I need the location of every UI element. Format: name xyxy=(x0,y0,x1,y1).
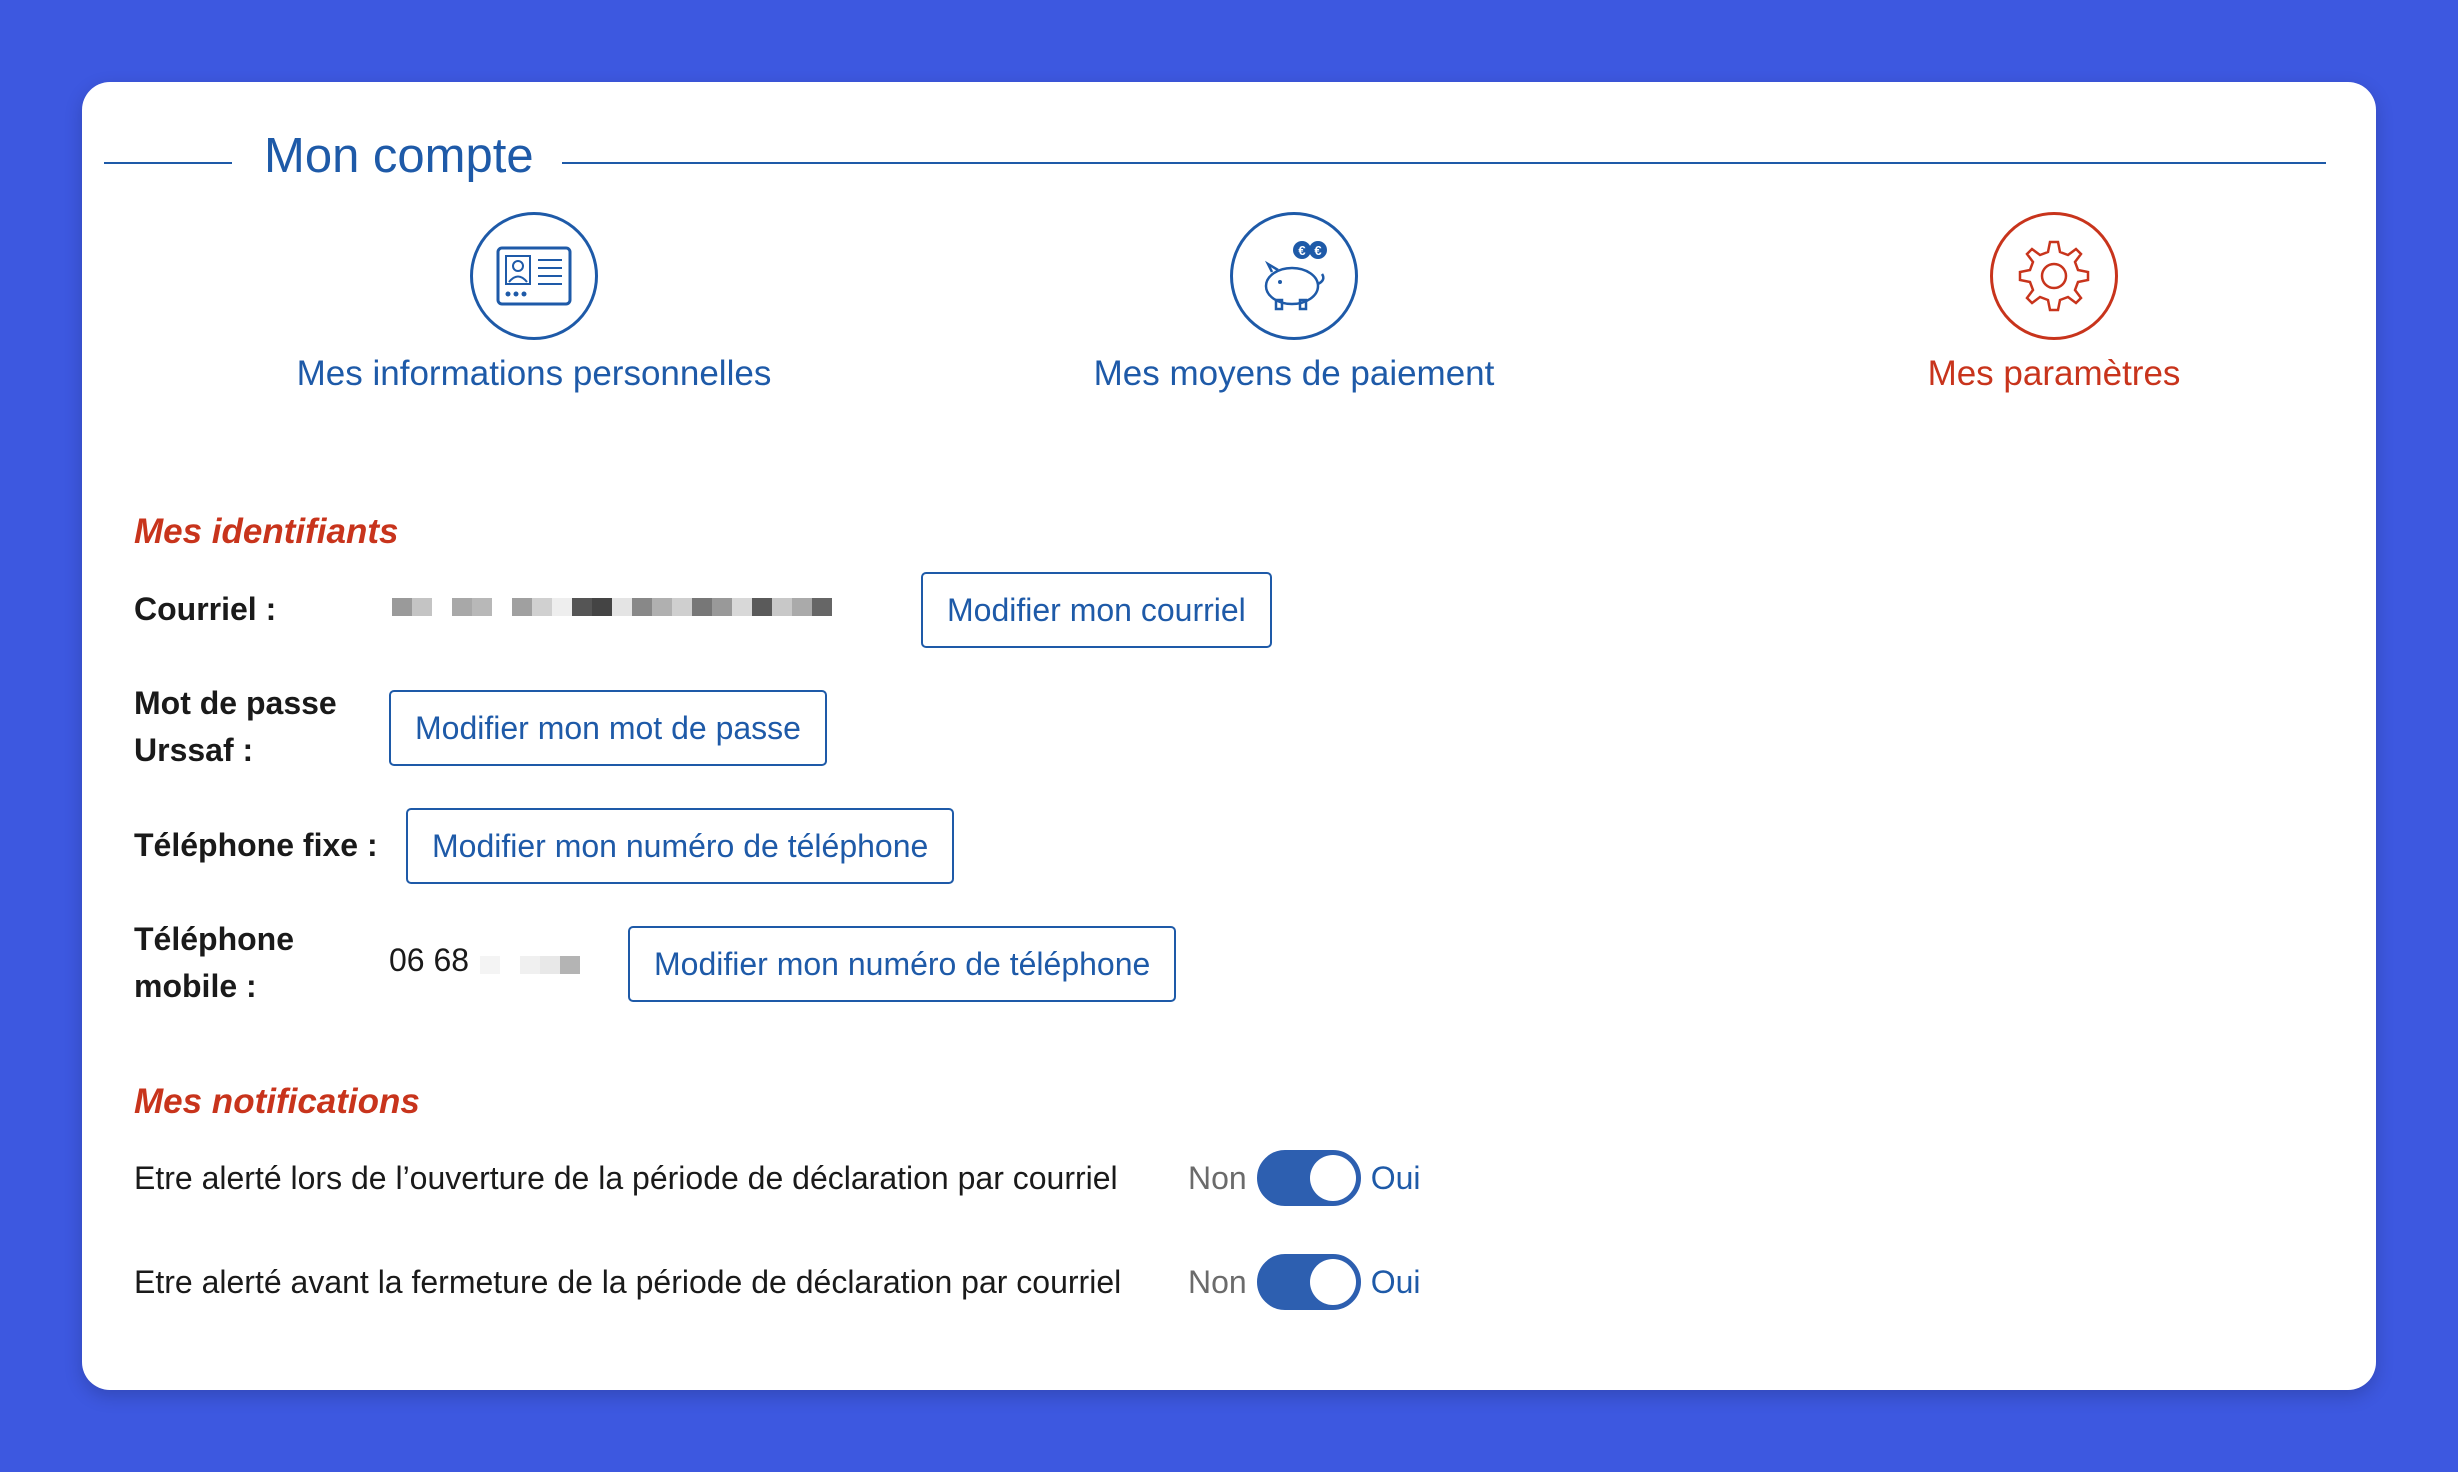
toggle-knob xyxy=(1310,1259,1356,1305)
notification-opening-text: Etre alerté lors de l’ouverture de la période de déclaration par courriel xyxy=(134,1160,1118,1196)
phone-mobile-value: 06 68 xyxy=(389,942,470,978)
nav-payment-methods-circle xyxy=(1230,212,1358,340)
toggle-off-label: Non xyxy=(1188,1263,1247,1300)
title-divider-left xyxy=(104,162,232,164)
toggle-on-label: Oui xyxy=(1370,1159,1421,1196)
nav-settings-circle xyxy=(1990,212,2118,340)
notifications-section-title: Mes notifications xyxy=(134,1082,420,1121)
modify-phone-fixed-button[interactable]: Modifier mon numéro de téléphone xyxy=(406,808,954,884)
toggle-knob xyxy=(1310,1155,1356,1201)
phone-fixed-label: Téléphone fixe : xyxy=(134,827,378,863)
svg-text:€: € xyxy=(1298,243,1306,258)
notification-closing-toggle[interactable] xyxy=(1257,1254,1361,1310)
modify-phone-mobile-button[interactable]: Modifier mon numéro de téléphone xyxy=(628,926,1176,1002)
notification-opening-toggle-group xyxy=(1188,1150,1421,1206)
password-label-line2: Urssaf : xyxy=(134,732,254,768)
nav-settings-label: Mes paramètres xyxy=(1927,354,2181,393)
modify-password-button[interactable]: Modifier mon mot de passe xyxy=(389,690,827,766)
id-card-icon xyxy=(494,244,574,308)
toggle-off-label: Non xyxy=(1188,1159,1247,1196)
phone-mobile-label-line1: Téléphone xyxy=(134,921,295,957)
password-label-line1: Mot de passe xyxy=(134,685,337,721)
toggle-on-label: Oui xyxy=(1370,1263,1421,1300)
title-divider-right xyxy=(562,162,2326,164)
nav-settings[interactable] xyxy=(1674,212,2434,394)
modify-email-button[interactable]: Modifier mon courriel xyxy=(921,572,1272,648)
nav-payment-methods[interactable] xyxy=(914,212,1674,394)
phone-mobile-label xyxy=(134,916,294,1010)
svg-text:€: € xyxy=(1314,243,1322,258)
masked-phone-digits xyxy=(480,956,580,974)
nav-personal-info-label: Mes informations personnelles xyxy=(296,354,772,393)
page-title: Mon compte xyxy=(264,129,534,183)
nav-payment-methods-label: Mes moyens de paiement xyxy=(1093,354,1495,393)
notification-opening-toggle[interactable] xyxy=(1257,1150,1361,1206)
page-header xyxy=(104,110,2326,190)
piggy-bank-icon xyxy=(1252,236,1336,316)
password-label xyxy=(134,680,337,774)
masked-email-value xyxy=(392,598,832,616)
email-label: Courriel : xyxy=(134,591,277,627)
nav-personal-info[interactable] xyxy=(154,212,914,394)
nav-personal-info-circle xyxy=(470,212,598,340)
identifiants-section-title: Mes identifiants xyxy=(134,512,399,551)
account-card xyxy=(82,82,2376,1390)
phone-mobile-label-line2: mobile : xyxy=(134,968,257,1004)
gear-icon xyxy=(2014,236,2094,316)
notification-closing-text: Etre alerté avant la fermeture de la période de déclaration par courriel xyxy=(134,1264,1122,1300)
notification-closing-toggle-group xyxy=(1188,1254,1421,1310)
